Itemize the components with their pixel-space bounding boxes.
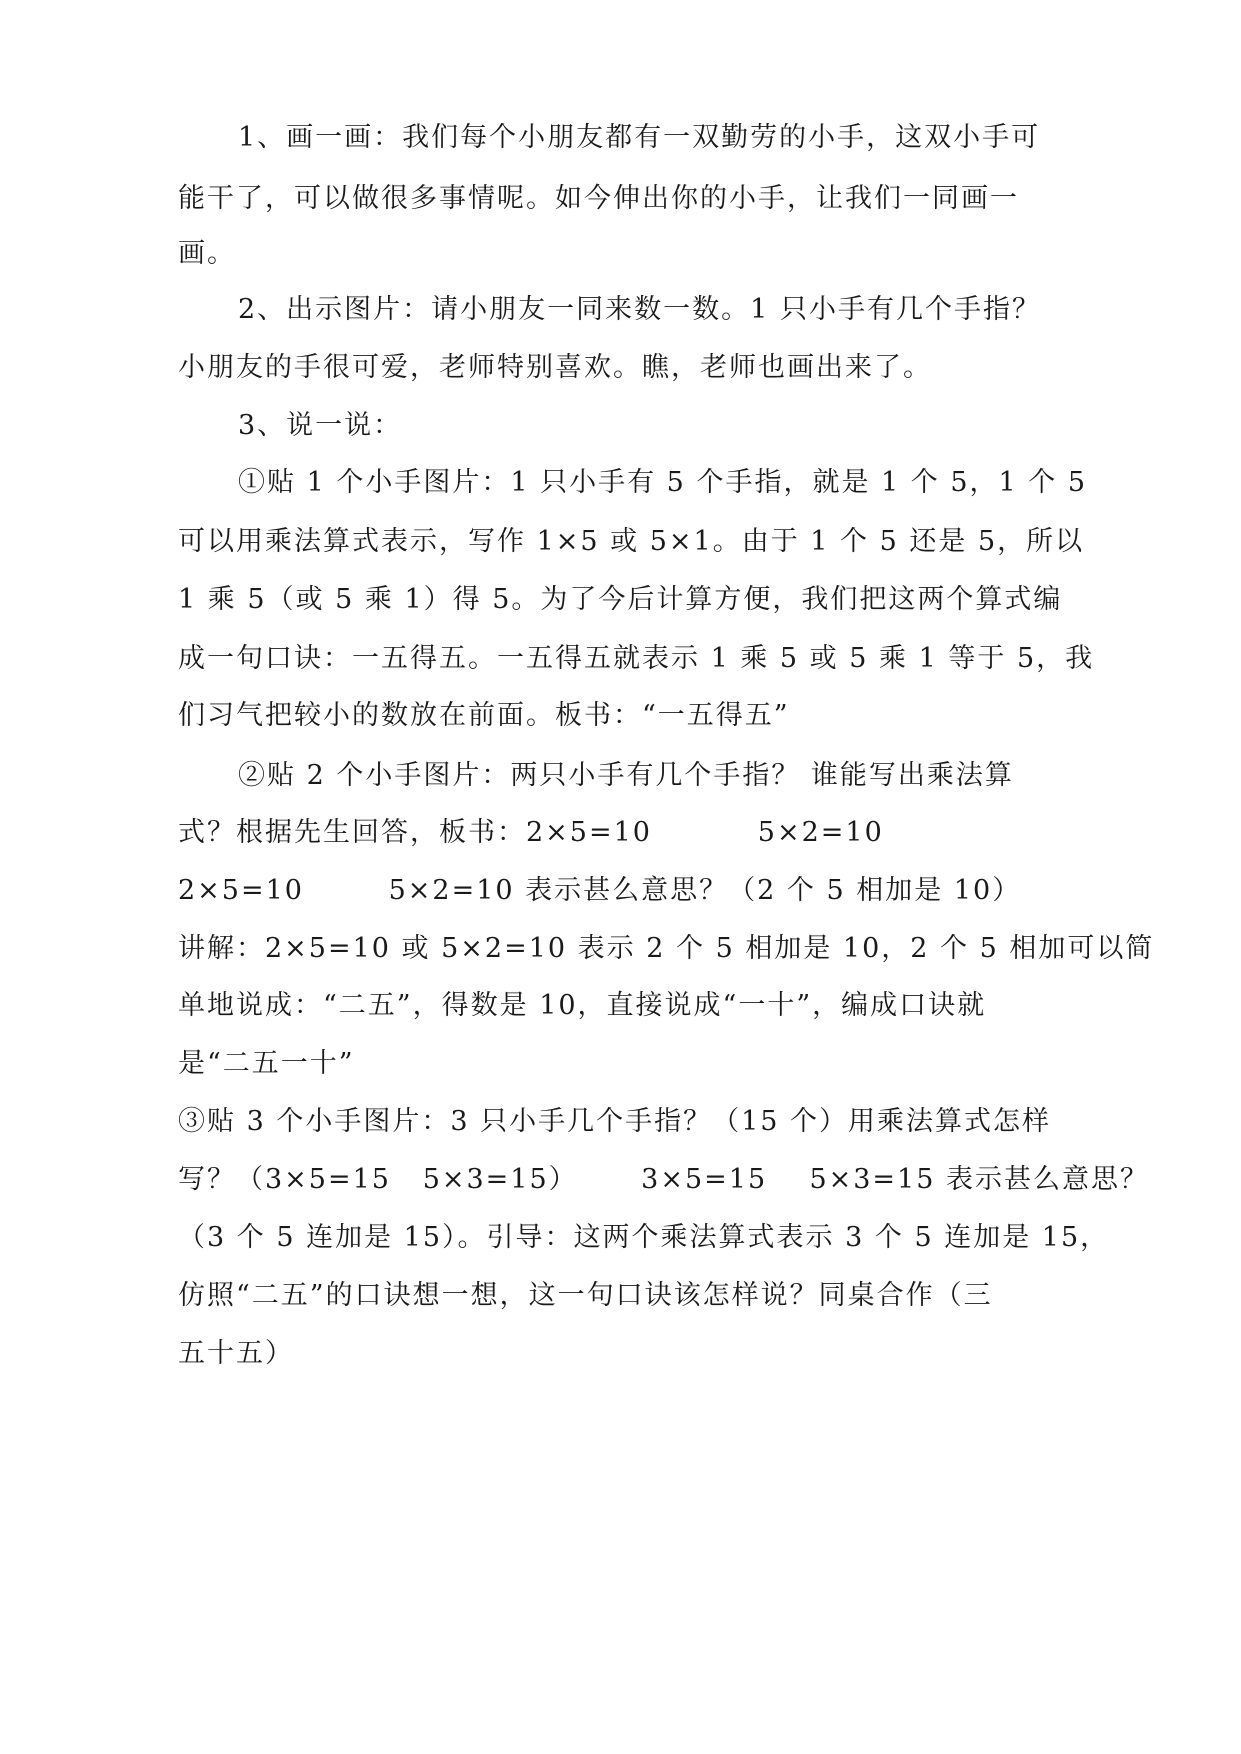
para-6-line-1: 讲解：2×5=10 或 5×2=10 表示 2 个 5 相加是 10，2 个 5 相加可以简 bbox=[178, 933, 1155, 964]
para-4-line-1: ①贴 1 个小手图片：1 只小手有 5 个手指，就是 1 个 5，1 个 5 bbox=[238, 467, 1088, 498]
para-7-line-4: 仿照“二五”的口诀想一想，这一句口诀该怎样说？同桌合作（三 bbox=[178, 1280, 993, 1311]
para-4-line-4: 成一句口诀：一五得五。一五得五就表示 1 乘 5 或 5 乘 1 等于 5，我 bbox=[178, 643, 1095, 674]
para-6-line-2: 单地说成：“二五”，得数是 10，直接说成“一十”，编成口诀就 bbox=[178, 990, 987, 1021]
para-5-line-2: 式？根据先生回答，板书：2×5=10 5×2=10 bbox=[178, 817, 884, 848]
para-1-line-1: 1、画一画：我们每个小朋友都有一双勤劳的小手，这双小手可 bbox=[238, 122, 1041, 153]
para-7-line-2: 写？（3×5=15 5×3=15） 3×5=15 5×3=15 表示甚么意思？ bbox=[178, 1164, 1149, 1195]
para-5-line-1: ②贴 2 个小手图片：两只小手有几个手指？ 谁能写出乘法算 bbox=[238, 760, 1014, 791]
para-7-line-5: 五十五） bbox=[178, 1338, 294, 1369]
para-2-line-1: 2、出示图片：请小朋友一同来数一数。1 只小手有几个手指？ bbox=[238, 294, 1041, 325]
para-2-line-2: 小朋友的手很可爱，老师特别喜欢。瞧，老师也画出来了。 bbox=[178, 352, 932, 383]
para-7-line-1: ③贴 3 个小手图片：3 只小手几个手指？（15 个）用乘法算式怎样 bbox=[178, 1106, 1052, 1137]
para-4-line-3: 1 乘 5（或 5 乘 1）得 5。为了今后计算方便，我们把这两个算式编 bbox=[178, 584, 1063, 615]
para-4-line-5: 们习气把较小的数放在前面。板书：“一五得五” bbox=[178, 700, 790, 731]
para-5-line-3: 2×5=10 5×2=10 表示甚么意思？（2 个 5 相加是 10） bbox=[178, 875, 1022, 906]
para-3-heading: 3、说一说： bbox=[238, 410, 403, 441]
para-1-line-2: 能干了，可以做很多事情呢。如今伸出你的小手，让我们一同画一 bbox=[178, 183, 1019, 214]
para-1-line-3: 画。 bbox=[178, 238, 236, 269]
para-6-line-3: 是“二五一十” bbox=[178, 1048, 355, 1079]
para-7-line-3: （3 个 5 连加是 15）。引导：这两个乘法算式表示 3 个 5 连加是 15， bbox=[178, 1222, 1110, 1253]
para-4-line-2: 可以用乘法算式表示，写作 1×5 或 5×1。由于 1 个 5 还是 5，所以 bbox=[178, 526, 1085, 557]
